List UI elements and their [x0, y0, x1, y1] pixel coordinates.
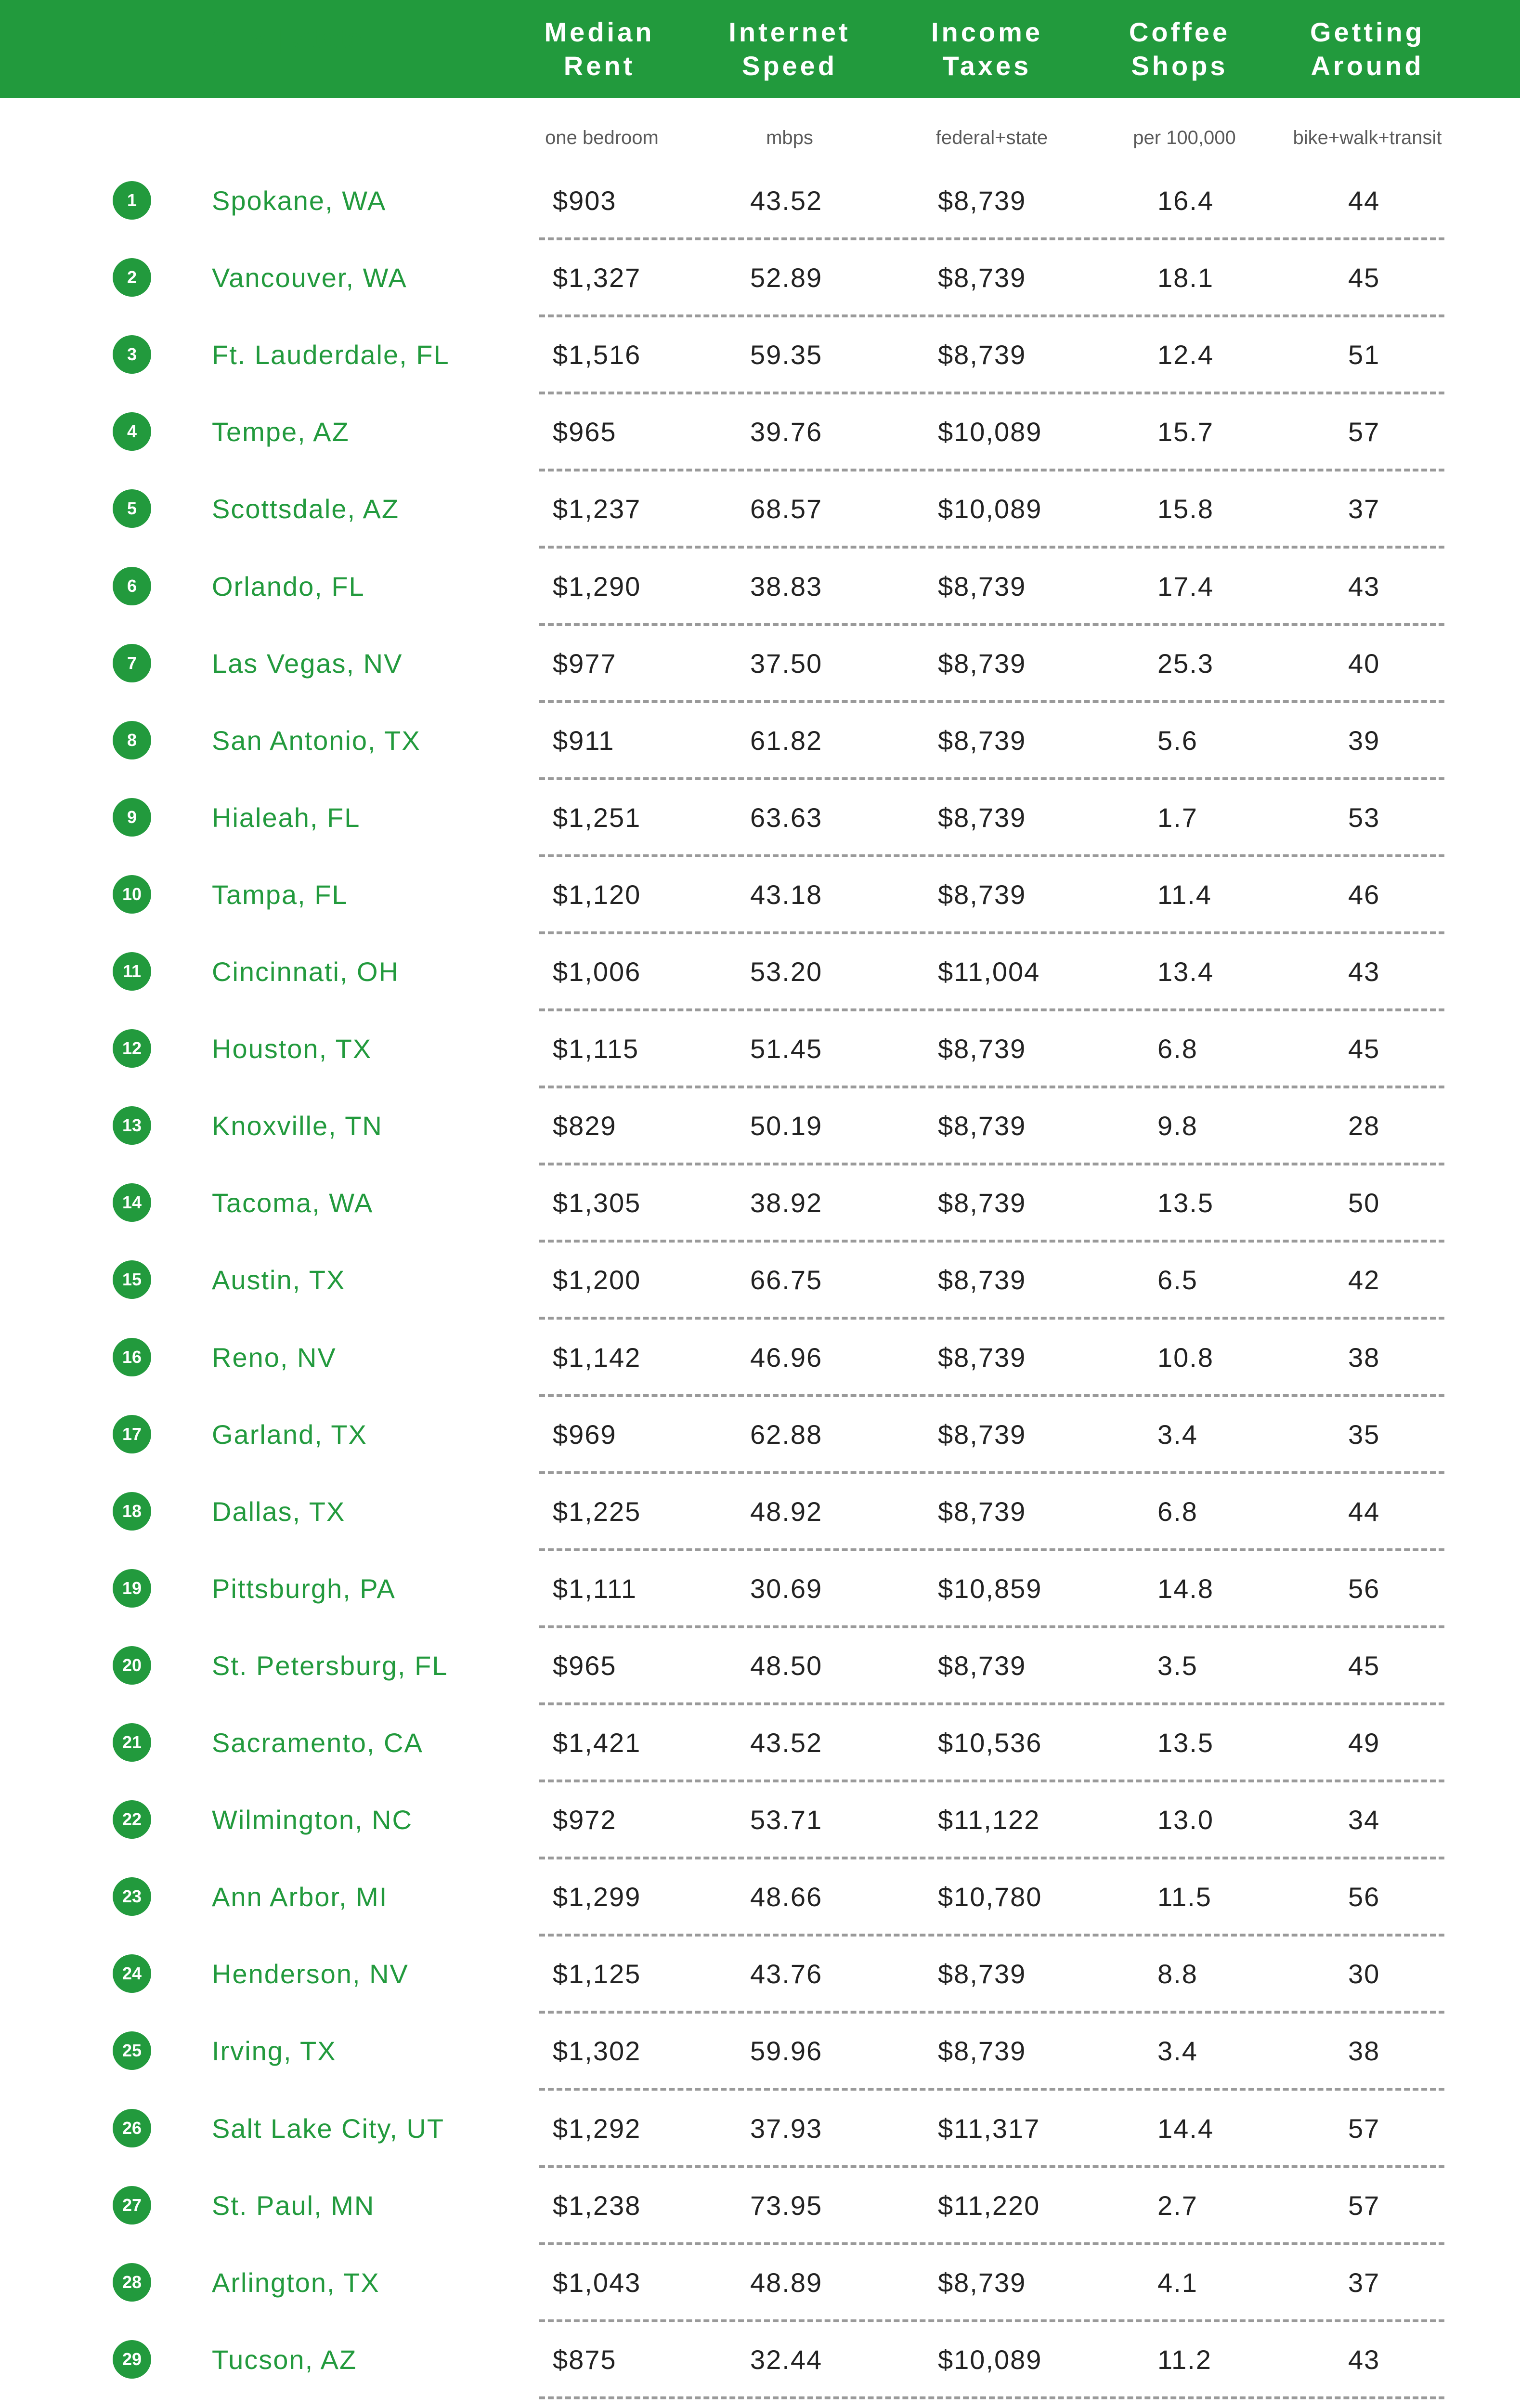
cell-median-rent: $1,120 [553, 879, 641, 910]
cell-internet-speed: 68.57 [750, 493, 823, 524]
table-row [0, 1473, 1520, 1550]
table-row [0, 1319, 1520, 1396]
cell-internet-speed: 53.20 [750, 956, 823, 987]
cell-median-rent: $1,142 [553, 1342, 641, 1373]
rank-badge: 13 [113, 1106, 151, 1145]
table-row [0, 2012, 1520, 2089]
cell-income-taxes: $8,739 [938, 879, 1026, 910]
cell-coffee-shops: 17.4 [1157, 571, 1214, 602]
cell-coffee-shops: 6.5 [1157, 1264, 1198, 1295]
cell-coffee-shops: 14.4 [1157, 2113, 1214, 2144]
cell-getting-around: 28 [1348, 1110, 1380, 1141]
cell-getting-around: 57 [1348, 2190, 1380, 2221]
cell-median-rent: $972 [553, 1804, 617, 1835]
cell-coffee-shops: 13.5 [1157, 1727, 1214, 1758]
rank-badge: 8 [113, 721, 151, 759]
cell-income-taxes: $10,089 [938, 493, 1042, 524]
cell-getting-around [1348, 2398, 1380, 2408]
cell-median-rent: $965 [553, 1650, 617, 1681]
cell-coffee-shops: 1.7 [1157, 802, 1198, 833]
cell-getting-around: 42 [1348, 1264, 1380, 1295]
cell-getting-around: 37 [1348, 2267, 1380, 2298]
cell-median-rent: $1,251 [553, 802, 641, 833]
rank-badge: 3 [113, 335, 151, 374]
table-row [0, 625, 1520, 702]
cell-internet-speed: 37.93 [750, 2113, 823, 2144]
cell-income-taxes: $10,780 [938, 1881, 1042, 1912]
table-row [0, 1010, 1520, 1087]
table-row [0, 1396, 1520, 1473]
cell-internet-speed: 63.63 [750, 802, 823, 833]
cell-median-rent: $965 [553, 416, 617, 447]
cell-median-rent: $977 [553, 648, 617, 679]
cell-income-taxes: $10,089 [938, 2344, 1042, 2375]
cell-city-state: Ann Arbor, MI [212, 1881, 388, 1912]
cell-getting-around: 57 [1348, 416, 1380, 447]
cell-city-state: Spokane, WA [212, 185, 387, 216]
cell-city-state: Dallas, TX [212, 1496, 346, 1527]
subheader-internet-unit: mbps [766, 127, 813, 148]
table-row [0, 933, 1520, 1010]
cell-median-rent: $1,302 [553, 2035, 641, 2066]
cell-getting-around: 50 [1348, 1187, 1380, 1218]
cell-city-state: Pittsburgh, PA [212, 1573, 396, 1604]
cell-median-rent: $829 [553, 1110, 617, 1141]
cell-coffee-shops: 2.7 [1157, 2190, 1198, 2221]
cell-coffee-shops: 12.4 [1157, 339, 1214, 370]
rank-badge: 7 [113, 644, 151, 682]
cell-income-taxes: $11,220 [938, 2190, 1040, 2221]
rank-badge: 14 [113, 1183, 151, 1222]
cell-internet-speed: 32.44 [750, 2344, 823, 2375]
table-header [0, 0, 1520, 98]
cell-coffee-shops: 18.1 [1157, 262, 1214, 293]
cell-internet-speed: 43.52 [750, 1727, 823, 1758]
cell-coffee-shops: 3.4 [1157, 2035, 1198, 2066]
cell-city-state: Tacoma, WA [212, 1187, 374, 1218]
cell-internet-speed: 62.88 [750, 1419, 823, 1450]
cell-getting-around: 56 [1348, 1881, 1380, 1912]
cell-coffee-shops: 11.5 [1157, 1881, 1212, 1912]
cell-getting-around: 38 [1348, 1342, 1380, 1373]
subheader-taxes-unit: federal+state [935, 127, 1048, 148]
cell-coffee-shops: 6.8 [1157, 1033, 1198, 1064]
rank-badge: 10 [113, 875, 151, 914]
cell-income-taxes: $8,739 [938, 1187, 1026, 1218]
cell-city-state: Henderson, NV [212, 1958, 409, 1989]
cell-city-state: Ft. Lauderdale, FL [212, 339, 450, 370]
table-row [0, 779, 1520, 856]
cell-getting-around: 30 [1348, 1958, 1380, 1989]
cell-median-rent [553, 2398, 641, 2408]
table-row [0, 2090, 1520, 2167]
cell-internet-speed: 50.19 [750, 1110, 823, 1141]
table-row [0, 2167, 1520, 2244]
cell-city-state: Knoxville, TN [212, 1110, 383, 1141]
rank-badge: 24 [113, 1954, 151, 1993]
cell-getting-around: 34 [1348, 1804, 1380, 1835]
cell-city-state: Sacramento, CA [212, 1727, 423, 1758]
table-row [0, 470, 1520, 547]
table-row [0, 1164, 1520, 1241]
cell-getting-around: 44 [1348, 1496, 1380, 1527]
cell-city-state: San Antonio, TX [212, 725, 421, 756]
cell-income-taxes: $8,739 [938, 2267, 1026, 2298]
cell-city-state: Salt Lake City, UT [212, 2113, 445, 2144]
cell-getting-around: 46 [1348, 879, 1380, 910]
rank-badge: 15 [113, 1260, 151, 1299]
cell-getting-around: 37 [1348, 493, 1380, 524]
cell-coffee-shops: 11.4 [1157, 879, 1212, 910]
cell-median-rent: $1,115 [553, 1033, 639, 1064]
cell-internet-speed: 59.96 [750, 2035, 823, 2066]
cell-income-taxes: $11,122 [938, 1804, 1040, 1835]
cell-income-taxes: $8,739 [938, 648, 1026, 679]
cell-internet-speed: 48.50 [750, 1650, 823, 1681]
cell-median-rent: $1,237 [553, 493, 641, 524]
rank-badge: 23 [113, 1877, 151, 1916]
cell-internet-speed [750, 2398, 822, 2408]
table-row [0, 1858, 1520, 1935]
cell-internet-speed: 59.35 [750, 339, 823, 370]
cell-coffee-shops: 11.2 [1157, 2344, 1212, 2375]
cell-internet-speed: 61.82 [750, 725, 823, 756]
cell-income-taxes [938, 2398, 1026, 2408]
cell-city-state: Irving, TX [212, 2035, 337, 2066]
cell-median-rent: $875 [553, 2344, 617, 2375]
cell-city-state: St. Petersburg, FL [212, 1650, 448, 1681]
cell-income-taxes: $8,739 [938, 339, 1026, 370]
header-coffee-shops: Coffee Shops [1129, 17, 1231, 81]
rank-badge: 22 [113, 1800, 151, 1839]
cell-median-rent: $1,200 [553, 1264, 641, 1295]
cell-getting-around: 43 [1348, 956, 1380, 987]
table-row [0, 239, 1520, 316]
rank-badge: 11 [113, 952, 151, 991]
cell-median-rent: $969 [553, 1419, 617, 1450]
cell-income-taxes: $8,739 [938, 1033, 1026, 1064]
table-row [0, 1241, 1520, 1318]
cell-coffee-shops: 3.5 [1157, 1650, 1198, 1681]
cell-internet-speed: 66.75 [750, 1264, 823, 1295]
cell-getting-around: 45 [1348, 1650, 1380, 1681]
cell-income-taxes: $10,089 [938, 416, 1042, 447]
cell-median-rent: $1,043 [553, 2267, 641, 2298]
cell-income-taxes: $8,739 [938, 571, 1026, 602]
table-row [0, 1627, 1520, 1704]
cell-getting-around: 57 [1348, 2113, 1380, 2144]
rank-badge: 12 [113, 1029, 151, 1068]
cell-internet-speed: 48.66 [750, 1881, 823, 1912]
cell-median-rent: $1,111 [553, 1573, 637, 1604]
cell-internet-speed: 37.50 [750, 648, 823, 679]
cell-internet-speed: 73.95 [750, 2190, 823, 2221]
cell-income-taxes: $8,739 [938, 802, 1026, 833]
header-internet-speed: Internet Speed [728, 17, 851, 81]
table-row [0, 1550, 1520, 1627]
rank-badge: 4 [113, 412, 151, 451]
rank-badge: 27 [113, 2186, 151, 2225]
subheader-coffee-unit: per 100,000 [1133, 127, 1236, 148]
table-row [0, 2244, 1520, 2321]
rank-badge: 26 [113, 2109, 151, 2147]
table-row [0, 548, 1520, 625]
cell-getting-around: 39 [1348, 725, 1380, 756]
cell-city-state: Arlington, TX [212, 2267, 380, 2298]
cell-city-state: Garland, TX [212, 1419, 367, 1450]
cell-median-rent: $1,292 [553, 2113, 641, 2144]
cell-getting-around: 38 [1348, 2035, 1380, 2066]
cell-income-taxes: $8,739 [938, 262, 1026, 293]
cell-internet-speed: 43.52 [750, 185, 823, 216]
cell-income-taxes: $8,739 [938, 1496, 1026, 1527]
rank-badge: 18 [113, 1492, 151, 1531]
cell-median-rent: $1,006 [553, 956, 641, 987]
table-row [0, 1935, 1520, 2012]
rank-badge: 6 [113, 567, 151, 605]
cell-income-taxes: $8,739 [938, 725, 1026, 756]
cell-internet-speed: 38.83 [750, 571, 823, 602]
cell-income-taxes: $8,739 [938, 1419, 1026, 1450]
cell-internet-speed: 48.89 [750, 2267, 823, 2298]
rank-badge: 1 [113, 181, 151, 220]
cell-coffee-shops: 25.3 [1157, 648, 1214, 679]
cell-median-rent: $903 [553, 185, 617, 216]
cell-city-state: Vancouver, WA [212, 262, 407, 293]
cell-median-rent: $1,421 [553, 1727, 641, 1758]
rank-badge: 17 [113, 1415, 151, 1453]
cell-income-taxes: $8,739 [938, 1650, 1026, 1681]
header-median-rent: Median Rent [544, 17, 655, 81]
table-row [0, 316, 1520, 393]
cell-median-rent: $1,305 [553, 1187, 641, 1218]
cell-getting-around: 40 [1348, 648, 1380, 679]
cell-getting-around: 51 [1348, 339, 1380, 370]
cell-getting-around: 43 [1348, 571, 1380, 602]
table-row [0, 162, 1520, 239]
cell-coffee-shops: 13.5 [1157, 1187, 1214, 1218]
cell-city-state: Orlando, FL [212, 571, 365, 602]
cell-city-state: Scottsdale, AZ [212, 493, 400, 524]
cell-internet-speed: 43.18 [750, 879, 823, 910]
cell-income-taxes: $8,739 [938, 2035, 1026, 2066]
cell-income-taxes: $10,536 [938, 1727, 1042, 1758]
cell-city-state: Las Vegas, NV [212, 648, 403, 679]
rank-badge: 28 [113, 2263, 151, 2302]
cell-income-taxes: $8,739 [938, 1342, 1026, 1373]
rank-badge: 29 [113, 2340, 151, 2379]
table-subheader [0, 98, 1520, 162]
table-row [0, 702, 1520, 779]
cell-internet-speed: 43.76 [750, 1958, 823, 1989]
cell-city-state [212, 2398, 431, 2408]
cell-city-state: Wilmington, NC [212, 1804, 413, 1835]
cell-getting-around: 43 [1348, 2344, 1380, 2375]
cell-income-taxes: $8,739 [938, 185, 1026, 216]
table-row [0, 2321, 1520, 2398]
cell-getting-around: 53 [1348, 802, 1380, 833]
cell-internet-speed: 48.92 [750, 1496, 823, 1527]
cell-city-state: Tampa, FL [212, 879, 348, 910]
rank-badge: 21 [113, 1723, 151, 1762]
cell-city-state: Hialeah, FL [212, 802, 361, 833]
cell-coffee-shops: 6.8 [1157, 1496, 1198, 1527]
cell-coffee-shops: 9.8 [1157, 1110, 1198, 1141]
cell-city-state: Austin, TX [212, 1264, 346, 1295]
cell-internet-speed: 53.71 [750, 1804, 823, 1835]
rank-badge: 9 [113, 798, 151, 837]
subheader-rent-unit: one bedroom [545, 127, 659, 148]
cell-coffee-shops: 15.7 [1157, 416, 1214, 447]
cell-coffee-shops: 13.0 [1157, 1804, 1214, 1835]
rank-badge: 19 [113, 1569, 151, 1608]
cell-getting-around: 49 [1348, 1727, 1380, 1758]
table-row [0, 393, 1520, 470]
rank-badge: 25 [113, 2031, 151, 2070]
cell-getting-around: 35 [1348, 1419, 1380, 1450]
cell-internet-speed: 52.89 [750, 262, 823, 293]
cell-getting-around: 45 [1348, 1033, 1380, 1064]
cell-income-taxes: $11,004 [938, 956, 1040, 987]
table-row [0, 2398, 1520, 2408]
cell-city-state: Reno, NV [212, 1342, 337, 1373]
table-row [0, 1087, 1520, 1164]
cell-median-rent: $1,299 [553, 1881, 641, 1912]
rank-badge: 2 [113, 258, 151, 297]
cell-city-state: St. Paul, MN [212, 2190, 375, 2221]
cell-income-taxes: $10,859 [938, 1573, 1042, 1604]
cell-median-rent: $1,238 [553, 2190, 641, 2221]
cell-median-rent: $1,516 [553, 339, 641, 370]
header-income-taxes: Income Taxes [931, 17, 1043, 81]
cell-income-taxes: $11,317 [938, 2113, 1040, 2144]
table-row [0, 1704, 1520, 1781]
cell-coffee-shops: 10.8 [1157, 1342, 1214, 1373]
cell-internet-speed: 46.96 [750, 1342, 823, 1373]
cell-internet-speed: 30.69 [750, 1573, 823, 1604]
cell-city-state: Cincinnati, OH [212, 956, 400, 987]
cell-median-rent: $1,225 [553, 1496, 641, 1527]
cell-median-rent: $1,327 [553, 262, 641, 293]
table-row [0, 856, 1520, 933]
cell-getting-around: 56 [1348, 1573, 1380, 1604]
header-getting-around: Getting Around [1310, 17, 1425, 81]
cell-coffee-shops: 14.8 [1157, 1573, 1214, 1604]
cell-median-rent: $1,290 [553, 571, 641, 602]
rank-badge: 5 [113, 489, 151, 528]
cell-median-rent: $911 [553, 725, 615, 756]
cell-coffee-shops [1157, 2398, 1198, 2408]
cell-income-taxes: $8,739 [938, 1958, 1026, 1989]
table-row [0, 1781, 1520, 1858]
cell-coffee-shops: 8.8 [1157, 1958, 1198, 1989]
cell-getting-around: 44 [1348, 185, 1380, 216]
cell-coffee-shops: 16.4 [1157, 185, 1214, 216]
cell-internet-speed: 51.45 [750, 1033, 823, 1064]
subheader-around-unit: bike+walk+transit [1293, 127, 1442, 148]
cell-city-state: Tempe, AZ [212, 416, 350, 447]
header-city-state: City | State [212, 23, 363, 53]
cell-coffee-shops: 3.4 [1157, 1419, 1198, 1450]
cell-coffee-shops: 4.1 [1157, 2267, 1198, 2298]
cell-city-state: Houston, TX [212, 1033, 372, 1064]
cell-coffee-shops: 15.8 [1157, 493, 1214, 524]
cell-internet-speed: 39.76 [750, 416, 823, 447]
cell-median-rent: $1,125 [553, 1958, 641, 1989]
cell-income-taxes: $8,739 [938, 1264, 1026, 1295]
rank-badge: 20 [113, 1646, 151, 1685]
cell-getting-around: 45 [1348, 262, 1380, 293]
cell-coffee-shops: 5.6 [1157, 725, 1198, 756]
cell-city-state: Tucson, AZ [212, 2344, 357, 2375]
cell-internet-speed: 38.92 [750, 1187, 823, 1218]
cell-income-taxes: $8,739 [938, 1110, 1026, 1141]
cell-coffee-shops: 13.4 [1157, 956, 1214, 987]
rank-badge: 16 [113, 1338, 151, 1376]
